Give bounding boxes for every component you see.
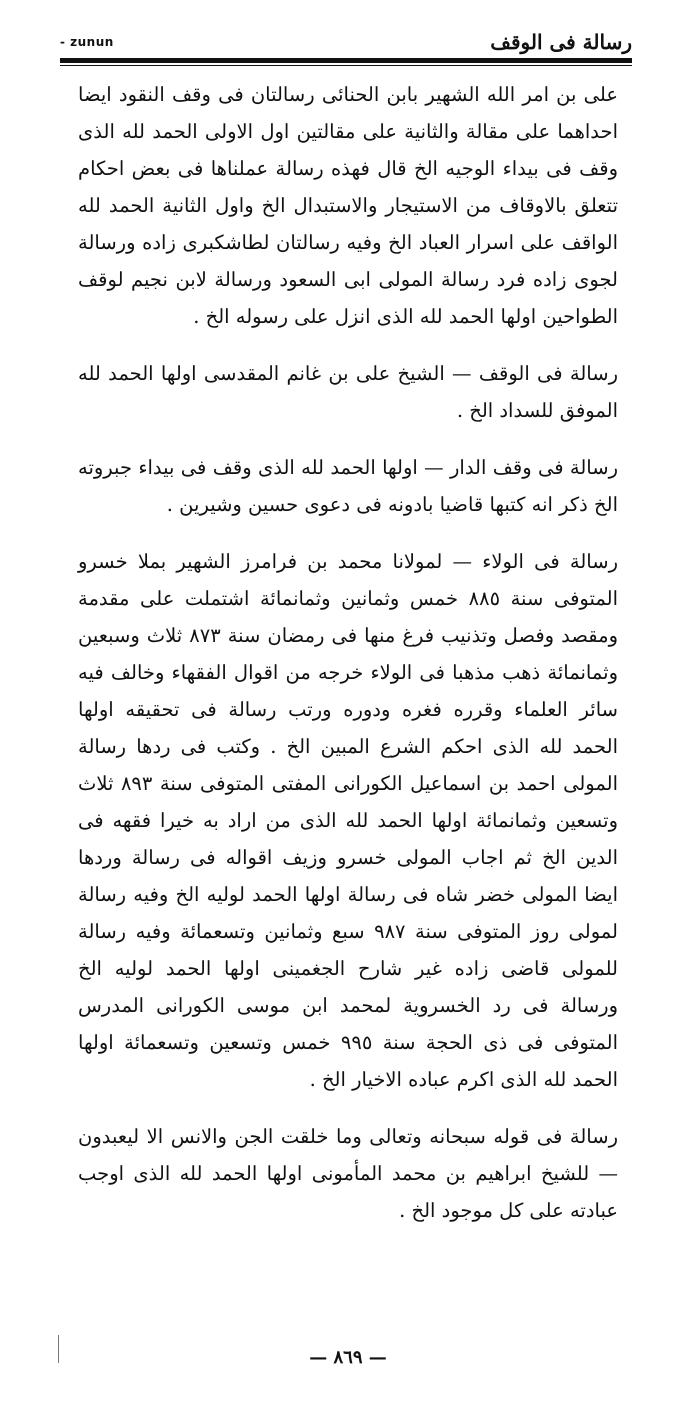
entry-jinn-ins [78, 1118, 618, 1229]
entry-text: على بن امر الله الشهير بابن الحنائى رسالتان فى وقف النقود ايضا احداهما على مقالة والثانية على مقالتين اول الاولى الحمد لله الذى وقف فى بيداء الوجيه الخ قال فهذه رسالة عملناها فى بعض احكام تتعلق بالاوقاف من الاستيجار والاستبدال الخ واول الثانية الحمد لله الواقف على اسرار العباد الخ وفيه رسالتان لطاشكبرى زاده ورسالة لجوى زاده فرد رسالة المولى ابى السعود ورسالة لابن نجيم لوقف الطواحين اولها الحمد لله الذى انزل على رسوله الخ . [78, 83, 618, 328]
entry-text: رسالة فى الوقف — الشيخ على بن غانم المقدسى اولها الحمد لله الموفق للسداد الخ . [78, 362, 618, 422]
running-header [60, 26, 632, 58]
header-title: رسالة فى الوقف [490, 30, 632, 54]
header-rule-thick [60, 58, 632, 63]
body-text [78, 76, 618, 1249]
entry-waqf-nuqud [78, 76, 618, 335]
entry-text: رسالة فى قوله سبحانه وتعالى وما خلقت الجن والانس الا ليعبدون — للشيخ ابراهيم بن محمد المأمونى اولها الحمد لله الذى اوجب عبادته على كل موجود الخ . [78, 1125, 618, 1222]
entry-wala [78, 543, 618, 1098]
entry-text: رسالة فى وقف الدار — اولها الحمد لله الذى وقف فى بيداء جبروته الخ ذكر انه كتبها قاضيا بادونه فى دعوى حسين وشيرين . [78, 456, 618, 516]
entry-waqf-dar [78, 449, 618, 523]
entry-waqf [78, 355, 618, 429]
entry-text: رسالة فى الولاء — لمولانا محمد بن فرامرز الشهير بملا خسرو المتوفى سنة ٨٨٥ خمس وثمانين وثمانمائة اشتملت على مقدمة ومقصد وفصل وتذنيب فرغ منها فى رمضان سنة ٨٧٣ ثلاث وسبعين وثمانمائة ذهب مذهبا فى الولاء خرجه من اقوال الفقهاء وخالف فيه سائر العلماء وقرره فغره ودوره ورتب رسالة فى تحقيقه اولها الحمد لله الذى احكم الشرع المبين الخ . وكتب فى ردها رسالة المولى احمد بن اسماعيل الكورانى المفتى المتوفى سنة ٨٩٣ ثلاث وتسعين وثمانمائة اولها الحمد لله الذى من اراد به خيرا فقهه فى الدين الخ ثم اجاب المولى خسرو وزيف اقواله فى رسالة وردها ايضا المولى خضر شاه فى رسالة اولها الحمد لوليه الخ وفيه رسالة لمولى روز المتوفى سنة ٩٨٧ سبع وثمانين وتسعمائة وفيه رسالة للمولى قاضى زاده غير شارح الجغمينى اولها الحمد لوليه الخ ورسالة فى رد الخسروية لمحمد ابن موسى الكورانى المدرس المتوفى فى ذى الحجة سنة ٩٩٥ خمس وتسعين وتسعمائة اولها الحمد لله الذى اكرم عباده الاخيار الخ . [78, 550, 619, 1091]
header-site: - zunun [60, 35, 114, 49]
header-rule-thin [60, 65, 632, 66]
page-number: — ٨٦٩ — [309, 1347, 387, 1368]
